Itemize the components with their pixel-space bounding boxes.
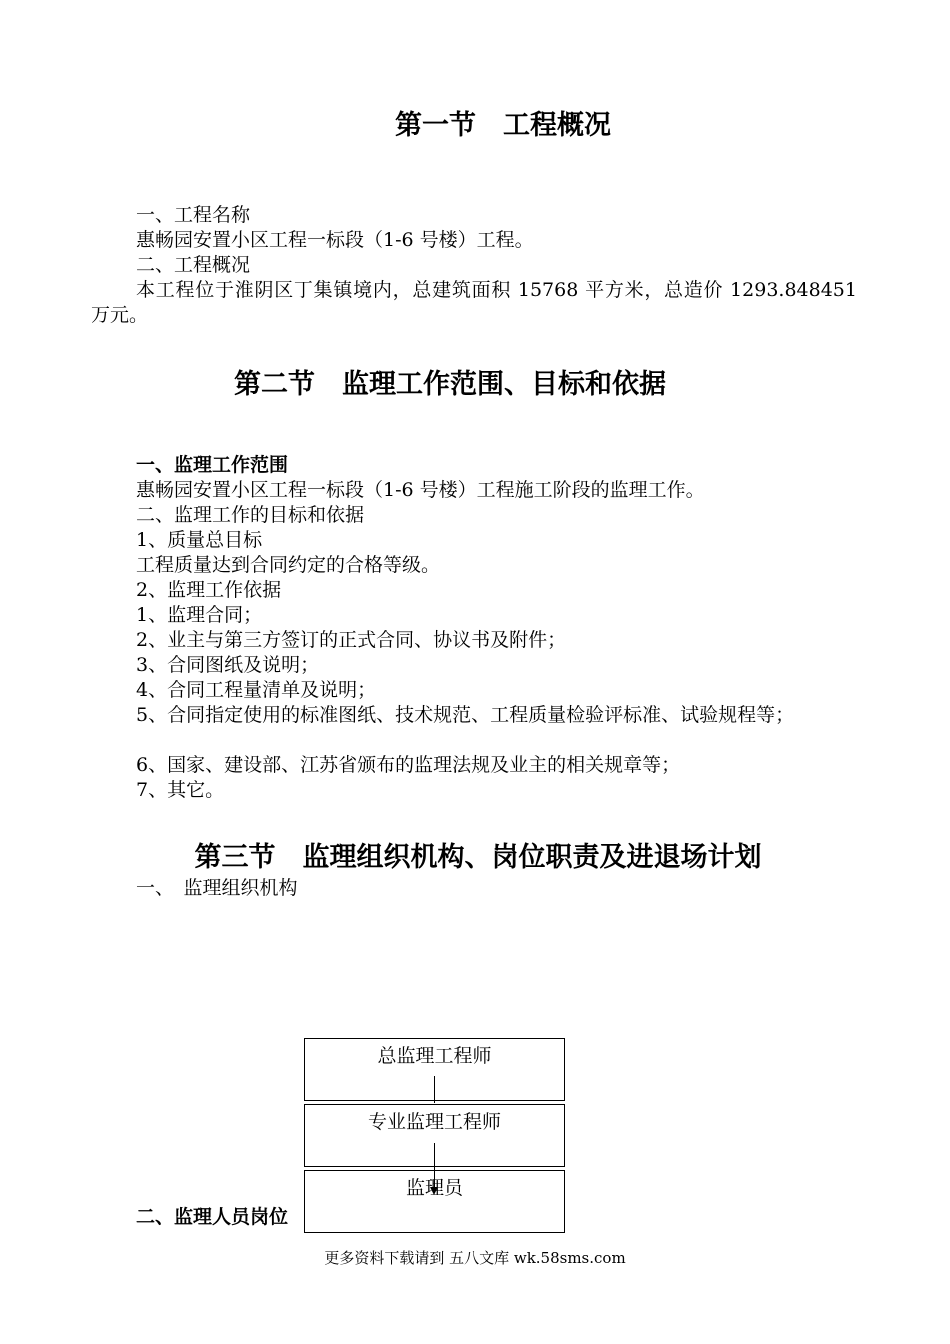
section3-title: 第三节 监理组织机构、岗位职责及进退场计划: [194, 842, 762, 873]
org-label-specialist: 专业监理工程师: [367, 1111, 501, 1133]
s3-sub-1: 一、 监理组织机构: [136, 877, 298, 899]
s2-item-5: 5、合同指定使用的标准图纸、技术规范、工程质量检验评标准、试验规程等；: [136, 704, 795, 726]
footer-link-text: 更多资料下载请到 五八文库 wk.58sms.com: [324, 1249, 626, 1267]
s2-item-7: 7、其它。: [136, 779, 225, 801]
s1-line-3: 二、工程概况: [136, 254, 251, 276]
org-label-chief: 总监理工程师: [377, 1045, 492, 1067]
s2-line-1: 惠畅园安置小区工程一标段（1-6 号楼）工程施工阶段的监理工作。: [136, 479, 705, 501]
s1-line-2: 惠畅园安置小区工程一标段（1-6 号楼）工程。: [136, 229, 534, 251]
s2-line-8: 3、合同图纸及说明；: [136, 654, 320, 676]
org-connector-1: [434, 1076, 435, 1103]
s2-line-6: 1、监理合同；: [136, 604, 263, 626]
s2-line-7: 2、业主与第三方签订的正式合同、协议书及附件；: [136, 629, 567, 651]
s2-line-2: 二、监理工作的目标和依据: [136, 504, 365, 526]
s2-line-5: 2、监理工作依据: [136, 579, 282, 601]
s2-item-6: 6、国家、建设部、江苏省颁布的监理法规及业主的相关规章等；: [136, 754, 681, 776]
s2-line-9: 4、合同工程量清单及说明；: [136, 679, 377, 701]
s2-line-4: 工程质量达到合同约定的合格等级。: [136, 554, 441, 576]
s1-line-1: 一、工程名称: [136, 204, 251, 226]
section1-title: 第一节 工程概况: [395, 110, 611, 141]
org-arrow-down-icon: [430, 1187, 438, 1195]
s2-subheading: 一、监理工作范围: [136, 454, 289, 476]
section2-title: 第二节 监理工作范围、目标和依据: [234, 369, 666, 400]
org-label-inspector: 监理员: [405, 1177, 463, 1199]
s2-line-3: 1、质量总目标: [136, 529, 263, 551]
s1-overview-paragraph: 本工程位于淮阴区丁集镇境内，总建筑面积 15768 平方米，总造价 1293.848451 万元。: [91, 279, 857, 326]
org-connector-2: [434, 1143, 435, 1188]
s3-sub-2: 二、监理人员岗位: [136, 1206, 289, 1228]
